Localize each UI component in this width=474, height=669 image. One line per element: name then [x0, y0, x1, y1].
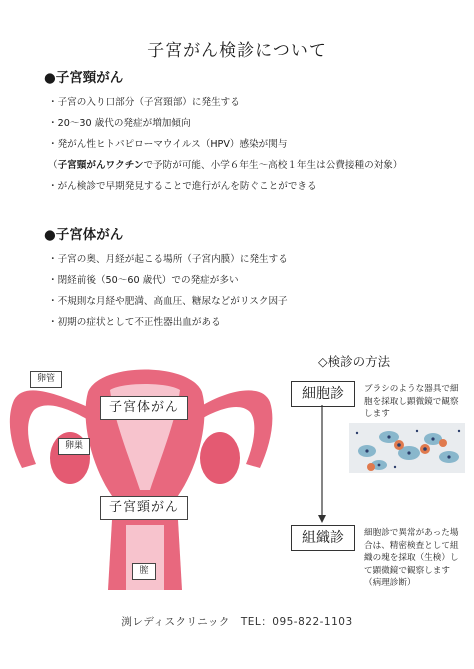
cytology-description: ブラシのような器具で細胞を採取し顕微鏡で観察します: [364, 384, 459, 419]
list-item: ・初期の症状として不正性器出血がある: [48, 317, 221, 328]
methods-heading: ◇検診の方法: [318, 354, 391, 369]
cervical-heading: ●子宮頸がん: [44, 70, 124, 86]
cytology-label: 細胞診: [291, 381, 355, 407]
histology-label: 組織診: [291, 525, 355, 551]
label-oviduct: 卵管: [30, 371, 62, 388]
list-item: ・子宮の入り口部分（子宮頸部）に発生する: [48, 97, 240, 108]
endometrial-heading: ●子宮体がん: [44, 227, 124, 243]
right-ovary: [200, 432, 240, 484]
list-item: ・閉経前後（50～60 歳代）での発症が多い: [48, 275, 239, 286]
histology-description: 細胞診で異常があった場合は、精密検査として組織の塊を採取（生検）して顕微鏡で観察します（病理診断）: [364, 528, 459, 588]
clinic-contact: 渕レディスクリニック TEL：095-822-1103: [121, 616, 353, 628]
list-item: ・発がん性ヒトパピローマウイルス（HPV）感染が関与: [48, 139, 288, 150]
endometrial-list: [48, 249, 288, 333]
label-cervical-cancer: 子宮頸がん: [100, 496, 188, 520]
vaccine-note: （子宮頸がんワクチンで予防が可能、小学６年生～高校１年生は公費接種の対象）: [48, 160, 403, 171]
flow-arrow: [316, 405, 328, 525]
page-title: 子宮がん検診について: [147, 41, 327, 61]
list-item: ・がん検診で早期発見することで進行がんを防ぐことができる: [48, 181, 317, 192]
list-item: ・不規則な月経や肥満、高血圧、糖尿などがリスク因子: [48, 296, 288, 307]
list-item: ・20～30 歳代の発症が増加傾向: [48, 118, 191, 129]
vaginal-canal: [126, 525, 164, 590]
label-ovary: 卵巣: [58, 438, 90, 455]
label-vagina: 膣: [132, 563, 156, 580]
list-item: ・子宮の奥、月経が起こる場所（子宮内膜）に発生する: [48, 254, 288, 265]
label-body-cancer: 子宮体がん: [100, 396, 188, 420]
microscope-image: [349, 423, 465, 473]
cervical-list: [48, 92, 403, 197]
vaccine-name: 子宮頸がんワクチン: [57, 160, 144, 171]
